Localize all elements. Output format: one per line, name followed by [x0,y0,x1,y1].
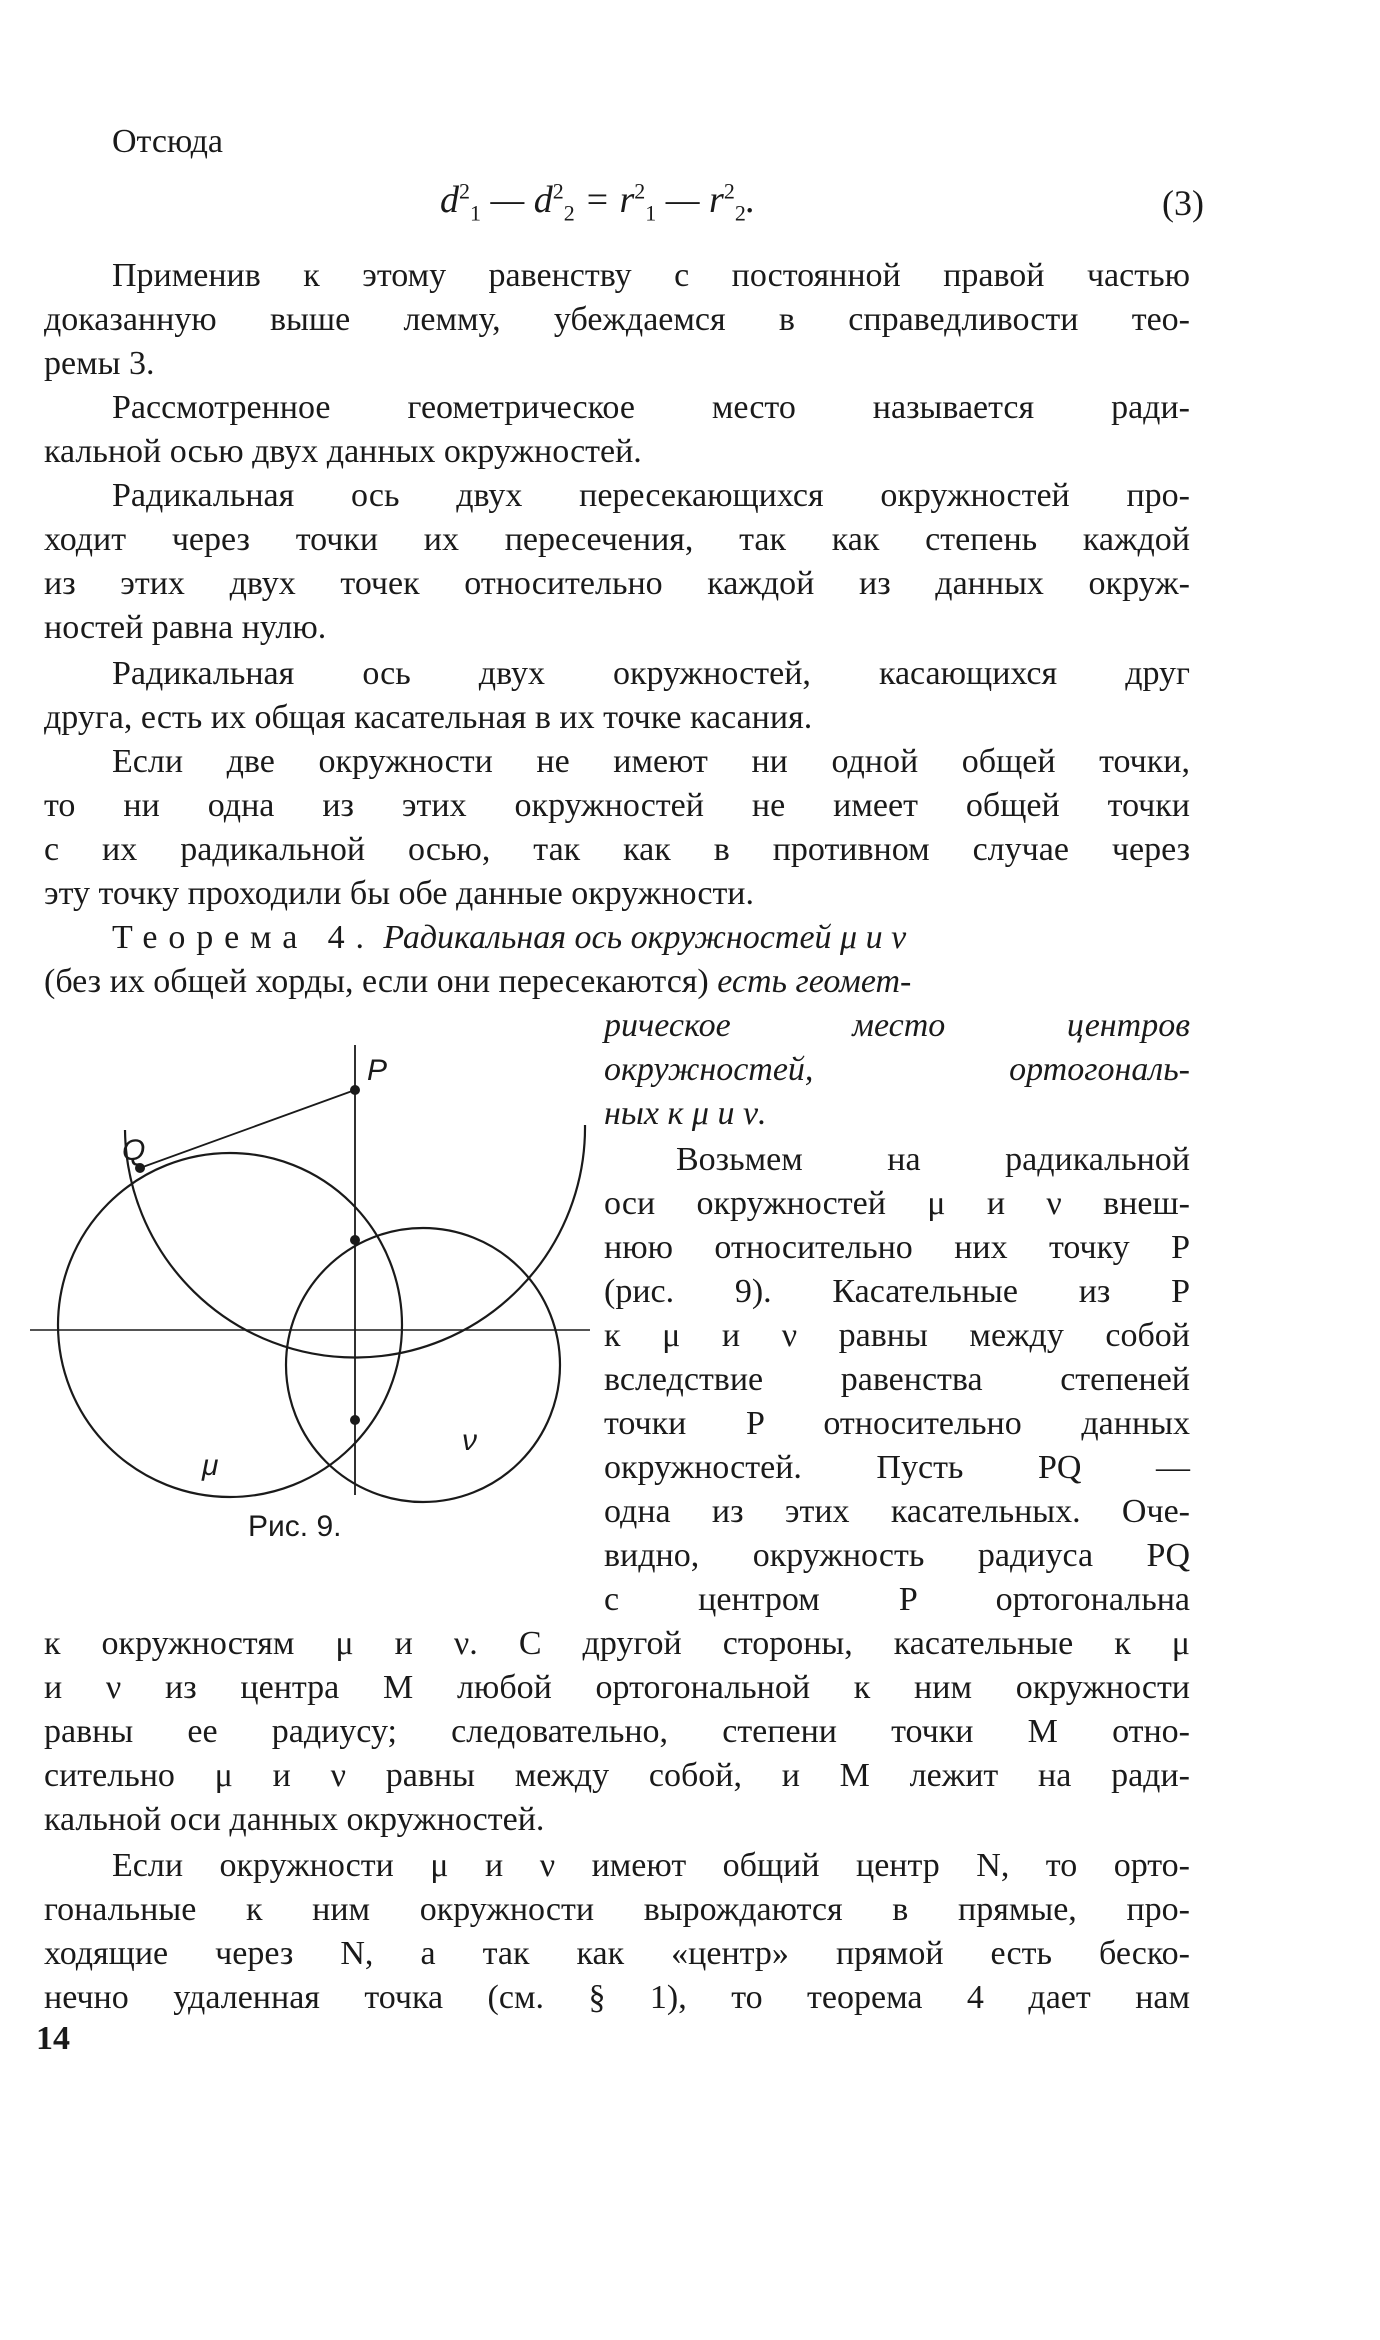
formula-sup: 2 [634,178,646,204]
text-line: эту точку проходили бы обе данные окружности. [44,875,754,912]
text-line: нечно удаленная точка (см. § 1), то теорема 4 дает нам [44,1979,1190,2016]
text-line: ходящие через N, а так как «центр» прямой есть беско- [44,1935,1190,1972]
text-line: Отсюда [112,123,223,160]
text-line: нюю относительно них точку P [604,1229,1190,1266]
figure-caption: Рис. 9. [248,1510,342,1543]
label-mu: μ [202,1449,219,1482]
formula-sub: 2 [563,200,575,226]
circle-mu [58,1153,402,1497]
intersection-point-lower [350,1415,360,1425]
text-line: Применив к этому равенству с постоянной правой частью [112,257,1190,294]
text-line: и ν из центра M любой ортогональной к ним окружности [44,1669,1190,1706]
text-line: с центром P ортогональна [604,1581,1190,1618]
text-line: то ни одна из этих окружностей не имеет общей точки [44,787,1190,824]
formula-sub: 1 [645,200,657,226]
text-line: Возьмем на радикальной [676,1141,1190,1178]
label-nu: ν [462,1424,477,1457]
formula-sub: 1 [470,200,481,226]
formula-equals: = [584,179,610,221]
theorem-line [44,962,911,1002]
figure-9 [30,1025,590,1505]
text-line: Радикальная ось двух окружностей, касающихся друг [112,655,1190,692]
circle-nu [286,1228,560,1502]
intersection-point-upper [350,1235,360,1245]
text-line: оси окружностей μ и ν внеш- [604,1185,1190,1222]
point-p [350,1085,360,1095]
equation-number: (3) [1162,183,1204,223]
text-line: одна из этих касательных. Оче- [604,1493,1190,1530]
theorem-text: рическое место центров [604,1007,1190,1044]
formula-3: $d^2_1$ — $d^2_2 = r^2_1$ — $r^2_2$. [440,178,756,226]
formula-symbol: r [619,179,635,221]
text-line: из этих двух точек относительно каждой из данных окруж- [44,565,1190,602]
formula-minus: — [665,179,700,221]
formula-sup: 2 [723,178,735,204]
theorem-line [112,918,906,958]
text-line: сительно μ и ν равны между собой, и M лежит на ради- [44,1757,1190,1794]
text-line: к μ и ν равны между собой [604,1317,1190,1354]
text-line: Радикальная ось двух пересекающихся окружностей про- [112,477,1190,514]
label-q: Q [122,1134,146,1167]
text-line: ностей равна нулю. [44,609,327,646]
text-line: окружностей. Пусть PQ — [604,1449,1190,1486]
tangent-pq [140,1090,355,1168]
text-line: гональные к ним окружности вырождаются в прямые, про- [44,1891,1190,1928]
theorem-text: окружностей, ортогональ- [604,1051,1190,1088]
theorem-text: Радикальная ось окружностей μ и ν [383,919,907,956]
text-line: ходит через точки их пересечения, так как степень каждой [44,521,1190,558]
text-line: с их радикальной осью, так как в противном случае через [44,831,1190,868]
text-line: доказанную выше лемму, убеждаемся в справедливости тео- [44,301,1190,338]
formula-sup: 2 [459,178,470,204]
theorem-heading: Теорема 4. [112,919,375,956]
page-number: 14 [36,2020,70,2057]
formula-sup: 2 [552,178,564,204]
theorem-text: (без их общей хорды, если они пересекаются) [44,963,709,1000]
text-line: Если окружности μ и ν имеют общий центр N, то орто- [112,1847,1190,1884]
theorem-text: есть геомет- [717,963,912,1000]
text-line: кальной оси данных окружностей. [44,1801,545,1838]
formula-symbol: r [709,179,724,221]
text-line: кальной осью двух данных окружностей. [44,433,642,470]
text-line: друга, есть их общая касательная в их точке касания. [44,699,813,736]
text-line: к окружностям μ и ν. С другой стороны, касательные к μ [44,1625,1190,1662]
text-line: Рассмотренное геометрическое место называется ради- [112,389,1190,426]
formula-symbol: d [440,179,459,221]
text-line: точки P относительно данных [604,1405,1190,1442]
formula-sub: 2 [734,200,746,226]
text-line: (рис. 9). Касательные из P [604,1273,1190,1310]
formula-symbol: d [533,179,553,221]
formula-minus: — [490,179,525,221]
text-line: вследствие равенства степеней [604,1361,1190,1398]
text-line: видно, окружность радиуса PQ [604,1537,1190,1574]
label-p: P [367,1054,388,1087]
theorem-text: ных к μ и ν. [604,1095,767,1132]
text-line: ремы 3. [44,345,155,382]
text-line: Если две окружности не имеют ни одной общей точки, [112,743,1190,780]
text-line: равны ее радиусу; следовательно, степени точки M отно- [44,1713,1190,1750]
